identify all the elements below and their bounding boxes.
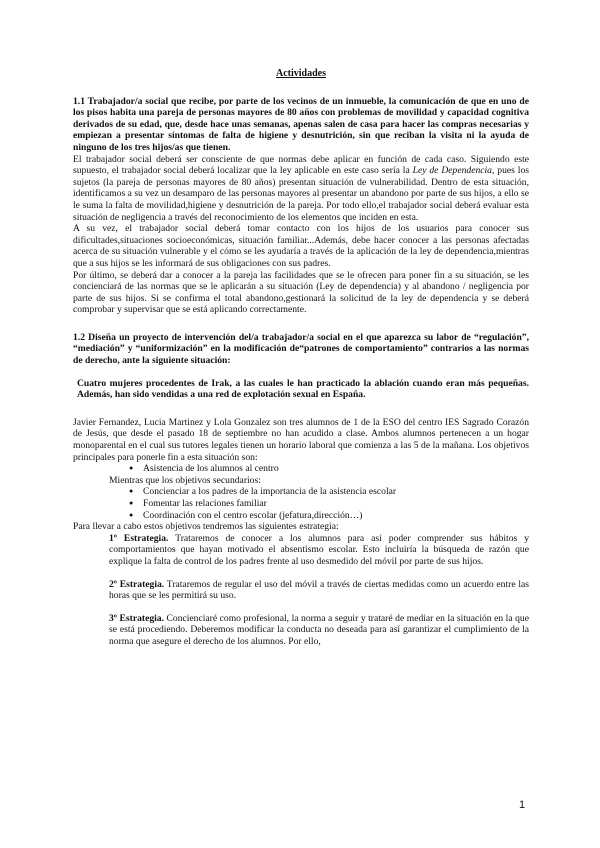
list-item: ● Fomentar las relaciones familiar [73,498,529,510]
q1-p1-law-name: Ley de Dependencia [412,165,492,177]
list-item: ● Concienciar a los padres de la importancia de la asistencia escolar [73,486,529,498]
strategy-2-label: 2º Estrategia. [109,578,165,590]
question-1-paragraph-1 [73,154,529,224]
q1-p1-text-a: El trabajador social deberá ser consciente de que normas debe aplicar en función de cada caso. Siguiendo este supuesto, el trabajador social deberá localizar que la ley aplicable en este caso sería la [73,153,529,177]
main-objectives-list [73,463,529,475]
list-item: ● Asistencia de los alumnos al centro [73,463,529,475]
question-1-heading: 1.1 Trabajador/a social que recibe, por parte de los vecinos de un inmueble, la comunicación de que en uno de los pisos habita una pareja de personas mayores de 80 años con problemas de movilidad y capacidad cognitiva derivados de su edad, que, desde hace unas semanas, apenas salen de casa para hacer las compras necesarias y empiezan a presentar síntomas de falta de higiene y desnutrición, sin que reciban la visita ni la ayuda de ninguno de los tres hijos/as que tienen. [73,95,529,153]
secondary-objectives-intro: Mientras que los objetivos secundarios: [109,474,261,486]
page-title: Actividades [276,68,326,79]
strategy-3-text: Concienciaré como profesional, la norma a seguir y trataré de mediar en la situación en la que se está procediendo. Deberemos modificar la conducta no deseada para así garantizar el cumplimiento de la norma que asegure el derecho de los alumnos. Por ello, [109,612,529,647]
secondary-objectives-list [73,486,529,521]
question-1-paragraph-2: A su vez, el trabajador social deberá tomar contacto con los hijos de los usuarios para conocer sus dificultades,situaciones socioeconómicas, situación familiar...Además, debe hacer conocer a las personas afectadas acerca de su situación vulnerable y el cómo se les ayudaría a través de la aplicación de la ley de dependencia,mientras que a sus hijos se les informará de sus obligaciones con sus padres. [73,223,529,269]
question-2-situation: Cuatro mujeres procedentes de Irak, a las cuales le han practicado la ablación cuando eran más pequeñas. Además, han sido vendidas a una red de explotación sexual en España. [77,377,529,401]
document-page [73,68,529,648]
strategies-intro: Para llevar a cabo estos objetivos tendremos las siguientes estrategia: [73,521,339,533]
strategy-2-text: Trataremos de regular el uso del móvil a través de ciertas medidas como un acuerdo entre las horas que se les permitirá su uso. [109,578,529,602]
page-number: 1 [519,799,526,811]
strategy-3 [73,613,529,648]
question-2-heading: 1.2 Diseña un proyecto de intervención del/a trabajador/a social en el que aparezca su labor de “regulación”, “mediación” y “uniformización” en la modificación de“patrones de comportamiento” contrarios a las normas de derecho, ante la siguiente situación: [73,331,529,367]
strategy-1-text: Trataremos de conocer a los alumnos para así poder comprender sus hábitos y comportamientos que hayan motivado el absentismo escolar. Esto incluiría la búsqueda de razón que explique la falta de control de los padres frente al uso desmedido del móvil por parte de sus hijos. [109,532,530,567]
q1-p1-text-b: , pues los sujetos (la pareja de personas mayores de 80 años) presentan situación de vulnerabilidad. Dentro de esta situación, identificamos a su vez un desamparo de las personas mayores al presentar un abandono por parte de sus hijos, a ello se le suma la falta de movilidad,higiene y desnutrición de la pareja. Por todo ello,el trabajador social deberá evaluar esta situación de negligencia a través del reconocimiento de los elementos que inciden en esta. [73,165,529,223]
question-2-paragraph-1: Javier Fernandez, Lucia Martinez y Lola Gonzalez son tres alumnos de 1 de la ESO del centro IES Sagrado Corazón de Jesús, que desde el pasado 18 de septiembre no han acudido a clase. Ambos alumnos pertenecen a un hogar monoparental en el cual sus tutores legales tienen un horario laboral que comienza a las 5 de la mañana. Los objetivos principales para ponerle fin a esta situación son: [73,416,529,463]
question-1-paragraph-3: Por último, se deberá dar a conocer a la pareja las facilidades que se le ofrecen para poner fin a su situación, se les concienciará de las normas que se le aplicarán a su situación (Ley de dependencia) y al abandono / negligencia por parte de sus hijos. Si se confirma el total abandono,gestionará la solicitud de la ley de dependencia y se deberá comprobar y supervisar que se está aplicando correctamente. [73,269,529,316]
strategy-1 [73,533,529,568]
strategy-3-label: 3º Estrategia. [109,612,164,624]
strategy-1-label: 1º Estrategia. [109,532,169,544]
strategy-2 [73,579,529,602]
list-item: ● Coordinación con el centro escolar (jefatura,dirección…) [73,510,529,522]
